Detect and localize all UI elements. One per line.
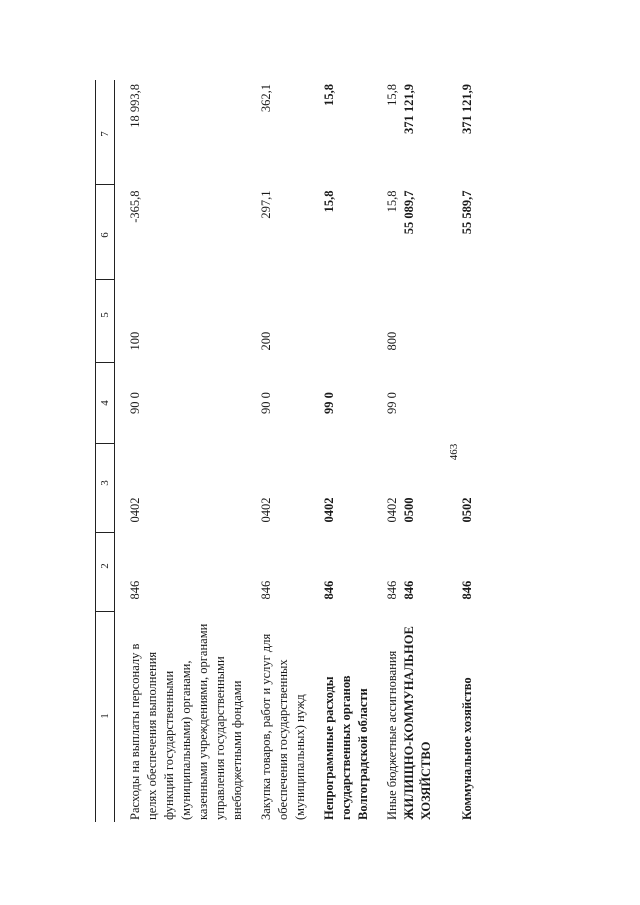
row-expense-type: 800 [385,331,399,351]
row-name: ЖИЛИЩНО-КОММУНАЛЬНОЕ ХОЗЯЙСТВО [402,626,433,820]
row-total-amount: 18 993,8 [128,84,142,128]
row-change-amount: 55 589,7 [460,190,474,235]
row-admin-code: 846 [128,580,142,600]
row-section-code: 0500 [402,497,416,523]
row-section-code: 0502 [460,497,474,523]
row-admin-code: 846 [460,580,474,600]
row-expense-type [401,280,435,363]
budget-table [95,80,476,822]
row-admin-code: 846 [259,580,273,600]
row-name: Коммунальное хозяйство [460,677,474,820]
row-admin-code: 846 [402,580,416,600]
row-expense-type: 100 [128,331,142,351]
row-total-amount: 362,1 [259,84,273,113]
row-name: Иные бюджетные ассигнования [385,650,399,820]
row-change-amount: -365,8 [128,190,142,223]
row-section-code: 0402 [322,497,336,523]
header-col-4: 4 [96,363,115,444]
header-col-2: 2 [96,533,115,612]
row-change-amount: 297,1 [259,190,273,219]
row-total-amount: 371 121,9 [460,84,474,134]
row-expense-type [459,280,476,363]
row-total-amount: 15,8 [385,84,399,106]
table-row [127,80,246,822]
page-number: 463 [448,443,460,461]
row-name: Непрограммные расходы государственных органов Волгоградской области [322,675,370,820]
header-col-7: 7 [96,80,115,185]
row-target-code: 90 0 [259,392,273,414]
row-target-code: 99 0 [322,392,336,414]
row-target-code [401,363,435,444]
header-col-5: 5 [96,280,115,363]
row-section-code: 0402 [385,497,399,523]
row-target-code: 99 0 [385,392,399,414]
row-target-code [459,363,476,444]
header-col-1: 1 [96,612,115,823]
row-change-amount: 15,8 [385,190,399,213]
rotated-table-area [95,84,545,822]
row-admin-code: 846 [385,580,399,600]
row-target-code: 90 0 [128,392,142,414]
table-row [258,80,309,822]
row-change-amount: 55 089,7 [402,190,416,235]
row-section-code: 0402 [259,497,273,523]
row-total-amount: 15,8 [322,84,336,106]
header-row [96,80,115,822]
table-row [459,80,476,822]
row-admin-code: 846 [322,580,336,600]
row-section-code: 0402 [128,497,142,523]
row-change-amount: 15,8 [322,190,336,213]
table-row [321,80,372,822]
row-name: Расходы на выплаты персоналу в целях обеспечения выполнения функций государственными (муниципальными) органами, казенными учреждениями, органами управления государственными внебюджетными фондами [128,623,244,820]
row-name: Закупка товаров, работ и услуг для обеспечения государственных (муниципальных) нужд [259,633,307,820]
header-col-6: 6 [96,185,115,280]
row-expense-type [321,280,372,363]
row-total-amount: 371 121,9 [402,84,416,134]
table-row [401,80,435,822]
table-row [384,80,401,822]
header-col-3: 3 [96,444,115,533]
row-expense-type: 200 [259,331,273,351]
